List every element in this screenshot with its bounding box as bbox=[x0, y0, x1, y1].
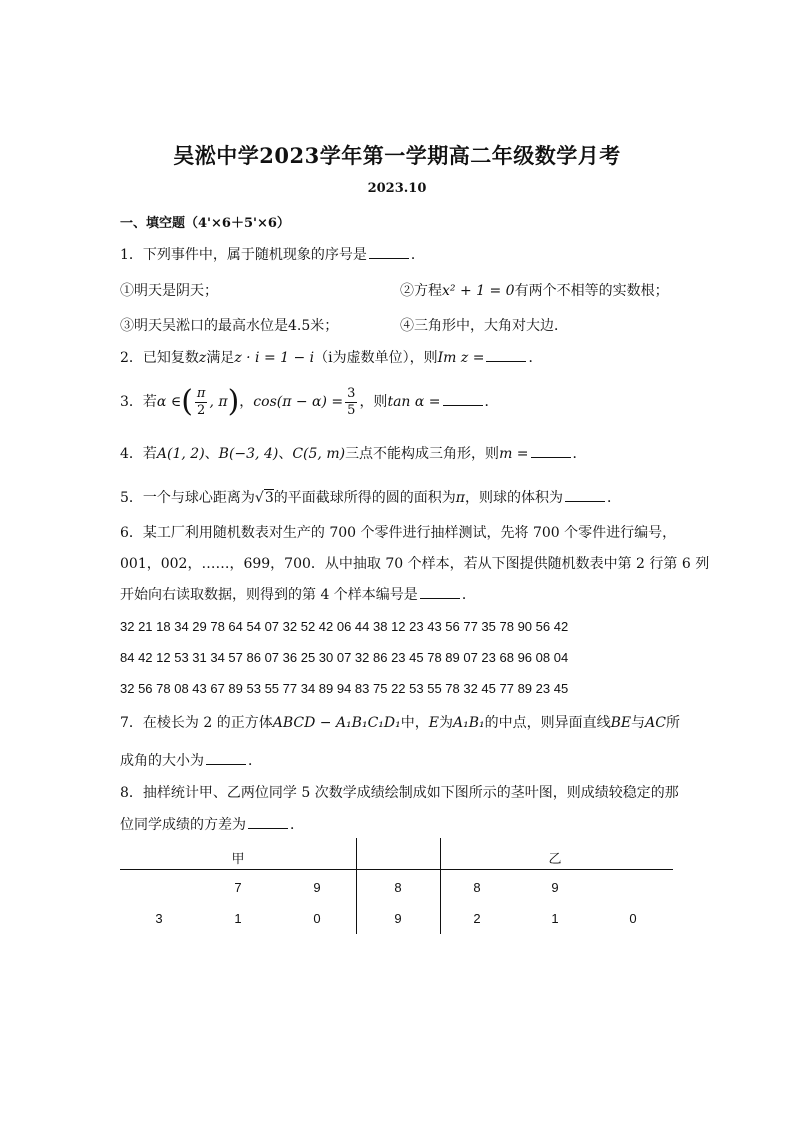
q2-equation: z · i = 1 − i bbox=[234, 350, 315, 366]
q4-text-b: 三点不能构成三角形，则 bbox=[345, 446, 500, 462]
leaf-right: 8 bbox=[473, 880, 481, 895]
q1-end: ． bbox=[410, 247, 425, 263]
answer-blank[interactable] bbox=[531, 444, 571, 458]
sqrt-symbol: √ bbox=[254, 490, 264, 506]
q3-comma: ， bbox=[239, 394, 254, 410]
answer-blank[interactable] bbox=[206, 751, 246, 765]
q4-sep2: 、 bbox=[278, 446, 293, 462]
q5-text-b: 的平面截球所得的圆的面积为 bbox=[273, 490, 456, 506]
table-header-divider bbox=[120, 869, 673, 870]
q7-text-a: 7．在棱长为 2 的正方体 bbox=[120, 715, 273, 731]
q1-opt2-text: ②方程 bbox=[400, 283, 442, 299]
q4-m: m = bbox=[499, 446, 529, 462]
question-2 bbox=[120, 348, 542, 368]
q8-end: ． bbox=[290, 817, 304, 833]
q7-e: E bbox=[428, 715, 439, 731]
q8-line-2 bbox=[120, 815, 304, 835]
q2-text-b: 满足 bbox=[206, 350, 235, 366]
q7-text-c: 为 bbox=[438, 715, 453, 731]
question-3 bbox=[120, 382, 499, 422]
q3-text-b: ，则 bbox=[359, 394, 388, 410]
q7-be: BE bbox=[610, 715, 632, 731]
q3-alpha-in: α ∈ bbox=[156, 394, 182, 410]
q7-text-d: 的中点，则异面直线 bbox=[484, 715, 611, 731]
table-divider-right bbox=[440, 838, 441, 934]
random-table-row-3: 32 56 78 08 43 67 89 53 55 77 34 89 94 83 75 22 53 55 78 32 45 77 89 23 45 bbox=[120, 681, 569, 696]
q1-option-1: ①明天是阴天； bbox=[120, 283, 218, 299]
q1-option-4: ④三角形中，大角对大边． bbox=[400, 318, 568, 334]
q6-line-3-text: 开始向右读取数据，则得到的第 4 个样本编号是 bbox=[120, 587, 418, 603]
table-divider-left bbox=[356, 838, 357, 934]
q7-text-b: 中， bbox=[400, 715, 429, 731]
q2-end: ． bbox=[528, 350, 543, 366]
q1-opt2-rest: 有两个不相等的实数根； bbox=[514, 283, 669, 299]
header-yi: 乙 bbox=[548, 851, 562, 866]
q4-point-b: B(−3, 4) bbox=[218, 446, 279, 462]
q5-sqrt-value: 3 bbox=[264, 490, 274, 506]
q3-tan: tan α = bbox=[387, 394, 441, 410]
section-heading: 一、填空题（4'×6＋5'×6） bbox=[120, 216, 290, 231]
random-table-row-1: 32 21 18 34 29 78 64 54 07 32 52 42 06 44 38 12 23 43 56 77 35 78 90 56 42 bbox=[120, 619, 569, 634]
leaf-left: 3 bbox=[155, 911, 163, 926]
q3-fraction-pi-2 bbox=[195, 386, 208, 419]
answer-blank[interactable] bbox=[248, 815, 288, 829]
question-4 bbox=[120, 444, 587, 464]
q7-a1b1: A₁B₁ bbox=[452, 715, 485, 731]
answer-blank[interactable] bbox=[369, 245, 409, 259]
q3-text-a: 3．若 bbox=[120, 394, 157, 410]
q3-cos: cos(π − α) = bbox=[253, 394, 344, 410]
q6-end: ． bbox=[461, 587, 476, 603]
q7-line-2-text: 成角的大小为 bbox=[120, 753, 204, 769]
q5-end: ． bbox=[606, 490, 621, 506]
fraction-numerator: π bbox=[196, 385, 206, 401]
answer-blank[interactable] bbox=[565, 488, 605, 502]
q7-ac: AC bbox=[645, 715, 666, 731]
left-paren: ( bbox=[181, 384, 193, 419]
q2-text-a: 2．已知复数 bbox=[120, 350, 199, 366]
stem-value: 8 bbox=[394, 880, 402, 895]
question-5 bbox=[120, 488, 621, 508]
answer-blank[interactable] bbox=[443, 392, 483, 406]
q7-text-f: 所 bbox=[665, 715, 680, 731]
q4-text-a: 4．若 bbox=[120, 446, 157, 462]
stem-leaf-table bbox=[120, 838, 673, 938]
q4-point-c: C(5, m) bbox=[292, 446, 346, 462]
question-7 bbox=[120, 713, 680, 733]
question-1 bbox=[120, 245, 425, 265]
stem-value: 9 bbox=[394, 911, 402, 926]
fraction-denominator: 5 bbox=[347, 402, 356, 418]
q8-line-2-text: 位同学成绩的方差为 bbox=[120, 817, 246, 833]
leaf-left: 1 bbox=[234, 911, 242, 926]
q2-z: z bbox=[198, 350, 207, 366]
q6-line-3 bbox=[120, 585, 476, 605]
q3-interval-rest: , π bbox=[209, 394, 228, 410]
q5-text-a: 5．一个与球心距离为 bbox=[120, 490, 255, 506]
leaf-right: 0 bbox=[629, 911, 637, 926]
right-paren: ) bbox=[227, 384, 240, 419]
q6-line-2: 001，002，……，699，700．从中抽取 70 个样本，若从下图提供随机数表中第 2 行第 6 列 bbox=[120, 556, 710, 572]
q1-option-3: ③明天吴淞口的最高水位是4.5米； bbox=[120, 318, 339, 334]
leaf-right: 2 bbox=[473, 911, 481, 926]
q3-fraction-3-5 bbox=[345, 386, 357, 419]
q7-line-2 bbox=[120, 751, 262, 771]
q3-end: ． bbox=[484, 394, 499, 410]
q7-text-e: 与 bbox=[631, 715, 646, 731]
leaf-left: 7 bbox=[234, 880, 242, 895]
q6-line-1: 6．某工厂利用随机数表对生产的 700 个零件进行抽样测试，先将 700 个零件进行编号， bbox=[120, 525, 677, 541]
q5-text-c: ，则球的体积为 bbox=[464, 490, 563, 506]
q5-pi: π bbox=[455, 490, 465, 506]
q1-stem: 1．下列事件中，属于随机现象的序号是 bbox=[120, 247, 367, 263]
random-table-row-2: 84 42 12 53 31 34 57 86 07 36 25 30 07 32 86 23 45 78 89 07 23 68 96 08 04 bbox=[120, 650, 569, 665]
q2-im: Im z = bbox=[437, 350, 485, 366]
q4-end: ． bbox=[572, 446, 587, 462]
q8-line-1: 8．抽样统计甲、乙两位同学 5 次数学成绩绘制成如下图所示的茎叶图，则成绩较稳定的那 bbox=[120, 785, 679, 801]
q4-sep1: 、 bbox=[204, 446, 219, 462]
exam-title: 吴淞中学2023学年第一学期高二年级数学月考 bbox=[173, 143, 621, 168]
q4-point-a: A(1, 2) bbox=[156, 446, 205, 462]
q7-cube: ABCD − A₁B₁C₁D₁ bbox=[272, 715, 401, 731]
leaf-right: 1 bbox=[551, 911, 559, 926]
q1-opt2-equation: x² + 1 = 0 bbox=[442, 283, 515, 299]
header-jia: 甲 bbox=[231, 851, 245, 866]
answer-blank[interactable] bbox=[486, 348, 526, 362]
q7-end: ． bbox=[248, 753, 262, 769]
q1-option-2 bbox=[400, 281, 669, 301]
leaf-left: 0 bbox=[313, 911, 321, 926]
fraction-denominator: 2 bbox=[197, 402, 206, 418]
fraction-numerator: 3 bbox=[347, 385, 356, 401]
answer-blank[interactable] bbox=[420, 585, 460, 599]
q2-text-c: （i为虚数单位），则 bbox=[314, 350, 438, 366]
leaf-right: 9 bbox=[551, 880, 559, 895]
exam-date: 2023.10 bbox=[367, 181, 427, 196]
leaf-left: 9 bbox=[313, 880, 321, 895]
